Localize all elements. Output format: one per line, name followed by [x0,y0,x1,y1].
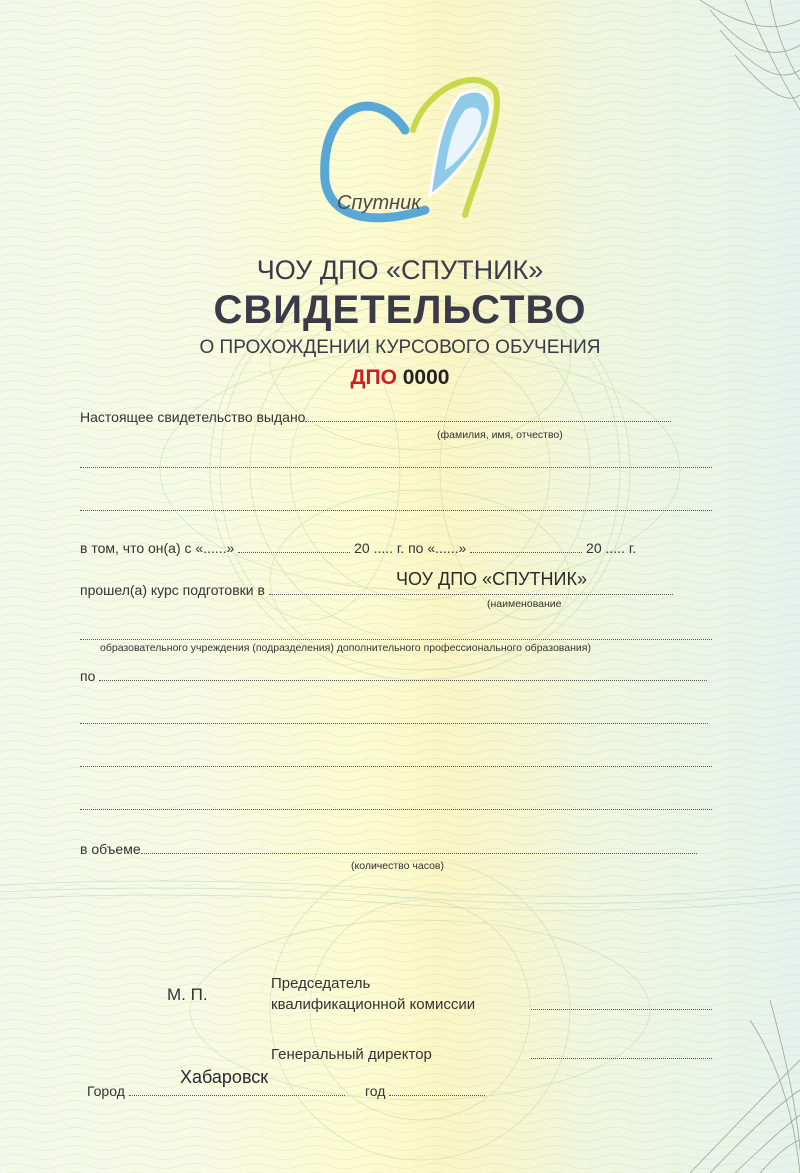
issued-to-row [80,409,671,425]
period-end-label: 20 ..... г. [586,540,637,556]
director-label: Генеральный директор [271,1046,432,1063]
period-mid-label: 20 ..... г. по «......» [354,540,467,556]
volume-label: в объеме [80,841,141,857]
program-field-2[interactable] [80,711,708,724]
period-start-month-field[interactable] [238,540,350,553]
issued-to-hint: (фамилия, имя, отчество) [437,429,563,441]
volume-hint: (количество часов) [351,860,444,872]
program-field-4[interactable] [80,797,712,810]
issued-to-field[interactable] [305,409,671,422]
year-field[interactable] [389,1083,485,1096]
document-title: СВИДЕТЕЛЬСТВО [213,288,587,332]
city-row [87,1083,345,1099]
stamp-placeholder: М. П. [167,985,208,1004]
volume-field[interactable] [141,841,697,854]
institution-line-2[interactable] [80,627,712,640]
chair-signature-field[interactable] [531,997,712,1010]
year-row [365,1083,485,1099]
chair-label-1: Председатель [271,975,371,992]
chair-label-2: квалификационной комиссии [271,996,476,1013]
org-name: ЧОУ ДПО «СПУТНИК» [256,255,544,285]
volume-row [80,841,697,857]
logo-text: Спутник [337,192,421,214]
city-label: Город [87,1083,125,1099]
period-start-label: в том, что он(а) с «......» [80,540,235,556]
document-number [0,366,800,390]
period-row [80,540,636,556]
course-hint-2: образовательного учреждения (подразделения) дополнительного профессионального образования) [100,642,591,654]
document-subtitle: О ПРОХОЖДЕНИИ КУРСОВОГО ОБУЧЕНИЯ [199,337,601,358]
period-end-month-field[interactable] [470,540,582,553]
city-value: Хабаровск [180,1067,269,1087]
course-hint-1: (наименование [487,598,562,610]
course-row [80,582,673,598]
city-field[interactable] [129,1083,345,1096]
director-signature-field[interactable] [531,1046,712,1059]
course-label: прошел(а) курс подготовки в [80,582,265,598]
program-field-1[interactable] [99,668,707,681]
program-label: по [80,668,96,684]
name-line-2[interactable] [80,455,712,468]
program-field-3[interactable] [80,754,712,767]
program-row [80,668,707,684]
number-prefix: ДПО [350,366,397,389]
number-value: 0000 [402,366,450,389]
year-label: год [365,1083,386,1099]
name-line-3[interactable] [80,498,712,511]
course-institution-value: ЧОУ ДПО «СПУТНИК» [396,569,587,589]
issued-to-label: Настоящее свидетельство выдано [80,409,306,425]
course-institution-field[interactable] [269,582,673,595]
